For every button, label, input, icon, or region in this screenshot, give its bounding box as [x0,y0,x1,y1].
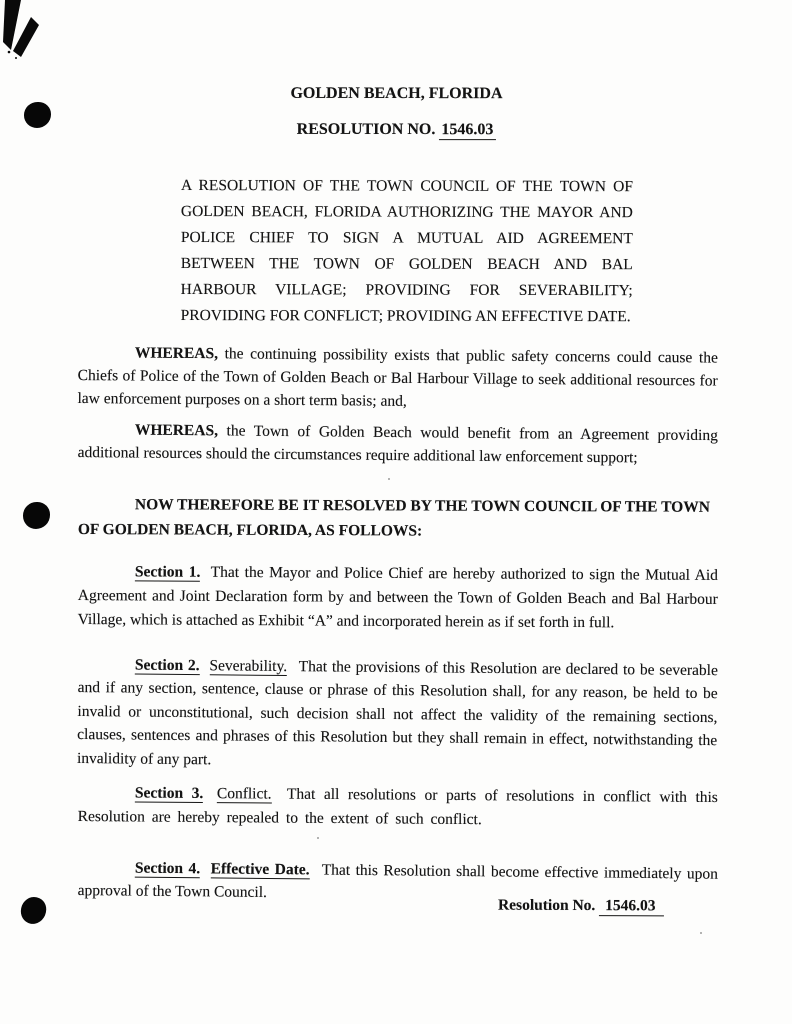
document-location-heading [78,84,715,103]
resolution-title-text: A RESOLUTION OF THE TOWN COUNCIL OF THE TOWN OF GOLDEN BEACH, FLORIDA AUTHORIZING THE MAYOR AND POLICE CHIEF TO SIGN A MUTUAL AID AGREEMENT BETWEEN THE TOWN OF GOLDEN BEACH AND BAL HARBOUR VILLAGE; PROVIDING FOR SEVERABILITY; PROVIDING FOR CONFLICT; PROVIDING AN EFFECTIVE DATE. [180,176,633,326]
footer-resolution-number [498,897,664,916]
section-number: Section 2. [134,656,200,675]
section-1-paragraph [78,560,718,636]
whereas-body: the Town of Golden Beach would benefit from an Agreement providing additional resources should the circumstances require additional law enforcement support; [77,422,718,467]
scan-speckle [317,837,319,839]
section-body: That this Resolution shall become effective immediately upon approval of the Town Council. [77,861,718,901]
scan-speckle [700,932,702,934]
resolution-title-block [181,173,633,330]
whereas-lead: WHEREAS, [134,421,219,440]
section-body: That all resolutions or parts of resolutions in conflict with this Resolution are hereby repealed to the extent of such conflict. [77,785,718,829]
section-number: Section 3. [134,784,204,802]
whereas-body: the continuing possibility exists that public safety concerns could cause the Chiefs of Police of the Town of Golden Beach or Bal Harbour Village to seek additional resources for law enforcement purposes on a short term basis; and, [77,345,718,410]
section-number: Section 1. [134,563,201,581]
whereas-clause-1 [77,341,718,416]
section-number: Section 4. [134,859,201,878]
hole-punch-dot [24,102,51,128]
hole-punch-dot [23,502,50,529]
resolved-clause [78,492,718,545]
section-body: That the provisions of this Resolution are declared to be severable and if any section, sentence, clause or phrase of this Resolution shall, for any reason, be held to be invalid or unconstitutional, such decision shall not affect the validity of the remaining sections, clauses, sentences and phrases of this Resolution but they shall remain in effect, notwithstanding the invalidity of any part. [76,658,718,768]
section-3-paragraph [78,781,718,834]
footer-number: 1546.03 [600,897,664,916]
section-heading: Effective Date. [210,860,310,879]
scan-speckle [388,478,390,480]
section-2-paragraph [77,653,718,776]
location-text: GOLDEN BEACH, FLORIDA [290,84,503,103]
hole-punch-dot [18,895,48,927]
footer-label: Resolution No. [498,896,596,915]
resolved-text: NOW THEREFORE BE IT RESOLVED BY THE TOWN COUNCIL OF THE TOWN OF GOLDEN BEACH, FLORIDA, AS FOLLOWS: [77,496,710,540]
ink-streak-mark [0,0,70,80]
section-heading: Severability. [209,657,288,676]
resolution-number-heading [78,120,715,139]
section-heading: Conflict. [216,785,272,803]
whereas-lead: WHEREAS, [134,344,219,363]
section-body: That the Mayor and Police Chief are hereby authorized to sign the Mutual Aid Agreement and Joint Declaration form by and between the Town of Golden Beach and Bal Harbour Village, which is attached as Exhibit “A” and incorporated herein as if set forth in full. [77,563,718,632]
resolution-number: 1546.03 [439,121,496,140]
whereas-clause-2 [78,418,718,470]
resolution-label: RESOLUTION NO. [296,120,436,139]
